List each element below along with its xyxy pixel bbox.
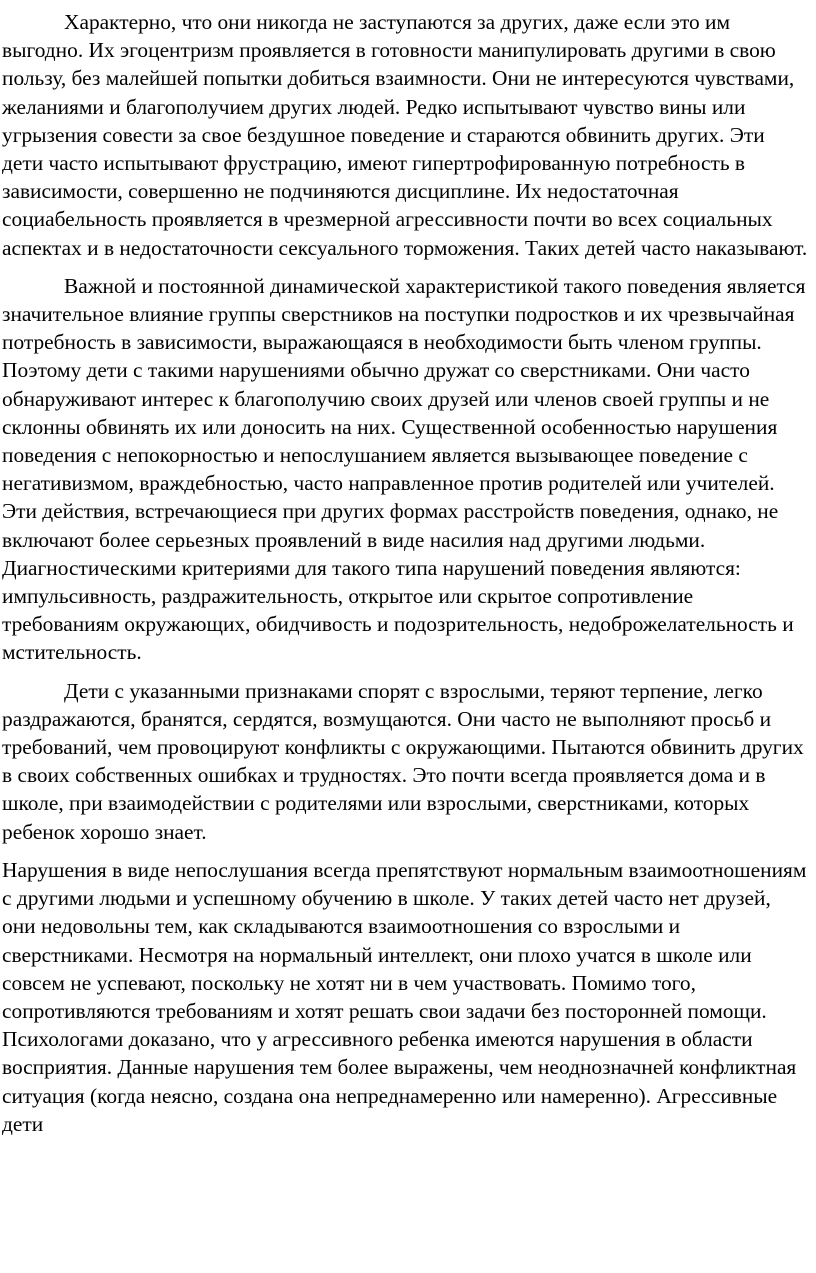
paragraph-1: Характерно, что они никогда не заступаются за других, даже если это им выгодно. Их эгоцентризм проявляется в готовности манипулировать другими в свою пользу, без малейшей попытки добиться взаимности. Они не интересуются чувствами, желаниями и благополучием других людей. Редко испытывают чувство вины или угрызения совести за свое бездушное поведение и стараются обвинить других. Эти дети часто испытывают фрустрацию, имеют гипертрофированную потребность в зависимости, совершенно не подчиняются дисциплине. Их недостаточная социабельность проявляется в чрезмерной агрессивности почти во всех социальных аспектах и в недостаточности сексуального торможения. Таких детей часто наказывают.: [2, 10, 808, 260]
paragraph-4: Нарушения в виде непослушания всегда препятствуют нормальным взаимоотношениям с другими людьми и успешному обучению в школе. У таких детей часто нет друзей, они недовольны тем, как складываются взаимоотношения со взрослыми и сверстниками. Несмотря на нормальный интеллект, они плохо учатся в школе или совсем не успевают, поскольку не хотят ни в чем участвовать. Помимо того, сопротивляются требованиям и хотят решать свои задачи без посторонней помощи. Психологами доказано, что у агрессивного ребенка имеются нарушения в области восприятия. Данные нарушения тем более выражены, чем неоднозначней конфликтная ситуация (когда неясно, создана она непреднамеренно или намеренно). Агрессивные дети: [2, 857, 807, 1136]
paragraph-3: Дети с указанными признаками спорят с взрослыми, теряют терпение, легко раздражаются, бранятся, сердятся, возмущаются. Они часто не выполняют просьб и требований, чем провоцируют конфликты с окружающими. Пытаются обвинить других в своих собственных ошибках и трудностях. Это почти всегда проявляется дома и в школе, при взаимодействии с родителями или взрослыми, сверстниками, которых ребенок хорошо знает.: [2, 678, 804, 844]
paragraph-2: Важной и постоянной динамической характеристикой такого поведения является значительное влияние группы сверстников на поступки подростков и их чрезвычайная потребность в зависимости, выражающаяся в необходимости быть членом группы. Поэтому дети с такими нарушениями обычно дружат со сверстниками. Они часто обнаруживают интерес к благополучию своих друзей или членов своей группы и не склонны обвинять их или доносить на них. Существенной особенностью нарушения поведения с непокорностью и непослушанием является вызывающее поведение с негативизмом, враждебностью, часто направленное против родителей или учителей. Эти действия, встречающиеся при других формах расстройств поведения, однако, не включают более серьезных проявлений в виде насилия над другими людьми. Диагностическими критериями для такого типа нарушений поведения являются: импульсивность, раздражительность, открытое или скрытое сопротивление требованиям окружающих, обидчивость и подозрительность, недоброжелательность и мстительность.: [2, 273, 806, 665]
